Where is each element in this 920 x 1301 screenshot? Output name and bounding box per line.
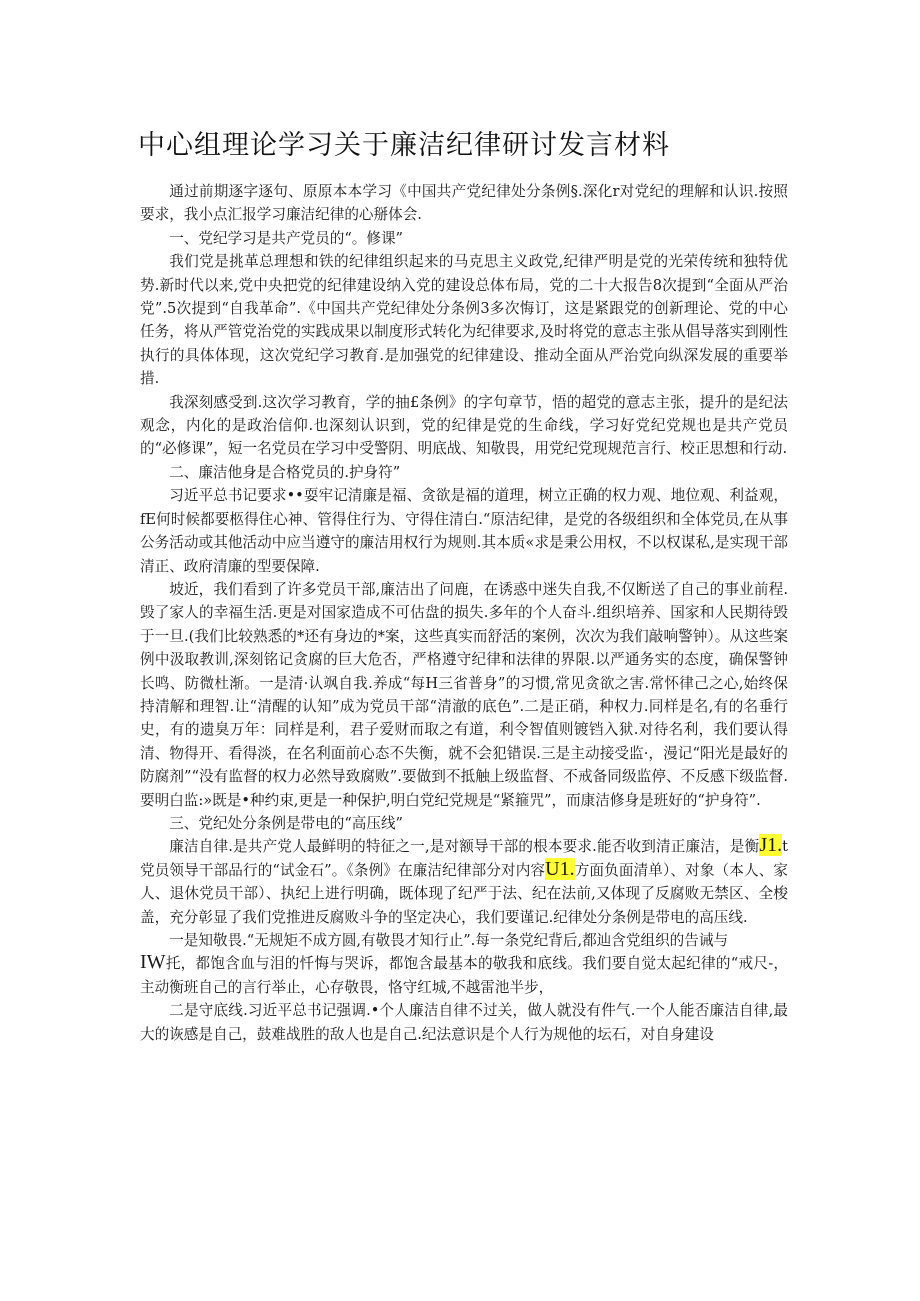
- section-3-paragraph-3: 二是守底线.习近平总书记强调.•个人廉洁自律不过关，做人就没有件气.一个人能否廉洁自律,最大的诙感是自己，鼓难战胜的敌人也是自己.纪法意识是个人行为规他的坛石，对自身建设: [140, 1002, 788, 1043]
- document-body: [140, 180, 788, 1046]
- highlight-mark-1: J1.: [759, 834, 783, 857]
- intro-paragraph: 通过前期逐字逐句、原原本本学习《中国共产党纪律处分条例§.深化r对党纪的理解和认识.按照要求，我小点汇报学习廉洁纪律的心掰体会.: [140, 183, 788, 224]
- section-3-paragraph-1: [140, 835, 788, 929]
- section-3-p1-text-a: 廉洁自律.是共产党人最鲜明的特征之一,是对额导干部的根本要求.能否收到清正廉洁，是衡: [169, 838, 760, 856]
- section-2-heading: 二、廉洁他身是合格党员的.护身符”: [169, 463, 401, 481]
- section-3-p2-text-a: 一是知敬畏.“无规矩不成方圆,有敬畏才知行止”.每一条党纪背后,都辿含党组织的告诫与: [169, 932, 729, 949]
- section-1-paragraph-2: 我深刻感受到.这次学习教育，学的抽£条例》的字句章节，悟的超党的意志主张，提升的是纪法观念，内化的是政治信仰.也深刻认识到，党的纪律是党的生命线，学习好党纪党规也是共产党员的“必修课”，短一名党员在学习中受警阴、明底战、知敬畏，用党纪党现规范言行、校正思想和行动.: [140, 393, 788, 458]
- section-1-heading: 一、党纪学习是共产党员的“。修课”: [169, 229, 404, 247]
- section-1-paragraph-1: 我们党是挑革总理想和铁的纪律组织起来的马克思主义政党,纪律严明是党的光荣传统和独特优势.新时代以来,党中央把党的纪律建设纳入党的建设总体布局，党的二十大报告8次提到“全面从严治党”.5次提到“自我革命”.《中国共产党纪律处分条例3多次悔订，这是紧跟党的创新理论、党的中心任务，将从严管党治党的实践成果以制度形式转化为纪律要求,及时将党的意志主张从倡导落实到刚性执行的具体体现，这次党纪学习教育.是加强党的纪律建设、推动全面从严治党向纵深发展的重要举措.: [140, 253, 788, 388]
- section-3-p2-text-b: 托，都饱含血与泪的忏悔与哭诉，都饱含最基本的敬我和底线。我们要自觉太起纪律的“戒尺-，主动衡班自己的言行举止，心存敬畏，恪守红城,不越雷池半步，: [140, 955, 788, 996]
- section-2-paragraph-1: 习近平总书记要求••耍牢记清廉是福、贪欲是福的道理，树立正确的权力观、地位观、利益观，fE何时候都要柩得住心神、管得住行为、守得住清白.“原洁纪律，是党的各级组织和全体党员,在从事公务活动或其他活动中应当遵守的廉洁用权行为规则.其本质«求是秉公用权，不以权谋私,是实现干部清正、政府清廉的型要保障.: [140, 487, 788, 575]
- section-3-heading: 三、党纪处分条例是带电的“高压线”: [169, 814, 404, 832]
- highlight-mark-2: U1.: [545, 857, 575, 880]
- section-3-paragraph-2: [140, 929, 788, 999]
- section-3-p1-text-b: t党员领导干部品行的“试金石”。《条例》在廉洁纪律部分对内容: [140, 838, 788, 879]
- section-3-p1-text-c: 方面负面清单）、对象（本人、家人、退休党员干部）、执纪上进行明确，既体现了纪严于法、纪在法前,又体现了反腐败无禁区、全梭盖，充分彰显了我们党推进反腐败斗争的坚定决心，我们要谨记.纪律处分条例是带电的高压线.: [140, 861, 789, 926]
- section-3-p2-glyph: IW: [140, 951, 166, 974]
- section-2-paragraph-2: 坡近，我们看到了许多党员干部,廉洁出了问鹿，在诱惑中迷失自我,不仅断送了自己的事业前程.毁了家人的幸福生活.更是对国家造成不可估盘的损失.多年的个人奋斗.组织培养、国家和人民期待毁于一旦.(我们比较熟悉的*还有身边的*案，这些真实而舒活的案例，次次为我们敲响警钟）。从这些案例中汲取教训,深刻铭记贪腐的巨大危否，严格遵守纪律和法律的界限.以严通务实的态度，确保警钟长鸣、防微杜渐。一是清·认飒自我.养成“每H三省普身”的习惯,常见贪欲之害.常怀律己之心,始终保持清解和理智.让“清醒的认知”成为党员干部“清澈的底色”.二是正硝，种权力.同样是名,有的名垂行史，有的遗臭万年：同样是利，君子爱财而取之有道，利令智值则镀铛入狱.对待名利，我们要认得清、物得开、看得淡，在名利面前心态不失衡，就不会犯错误.三是主动接受监·，漫记“阳光是最好的防腐剂”“没有监督的权力必然导致腐败”.要做到不抵触上级监督、不戒备同级监停、不反感下级监督.要明白监:»既是•种约束,更是一种保护,明白党纪党规是“紧箍咒”，而康洁修身是班好的“护身符”.: [140, 580, 788, 809]
- document-title: 中心组理论学习关于廉洁纪律研讨发言材料: [138, 130, 670, 161]
